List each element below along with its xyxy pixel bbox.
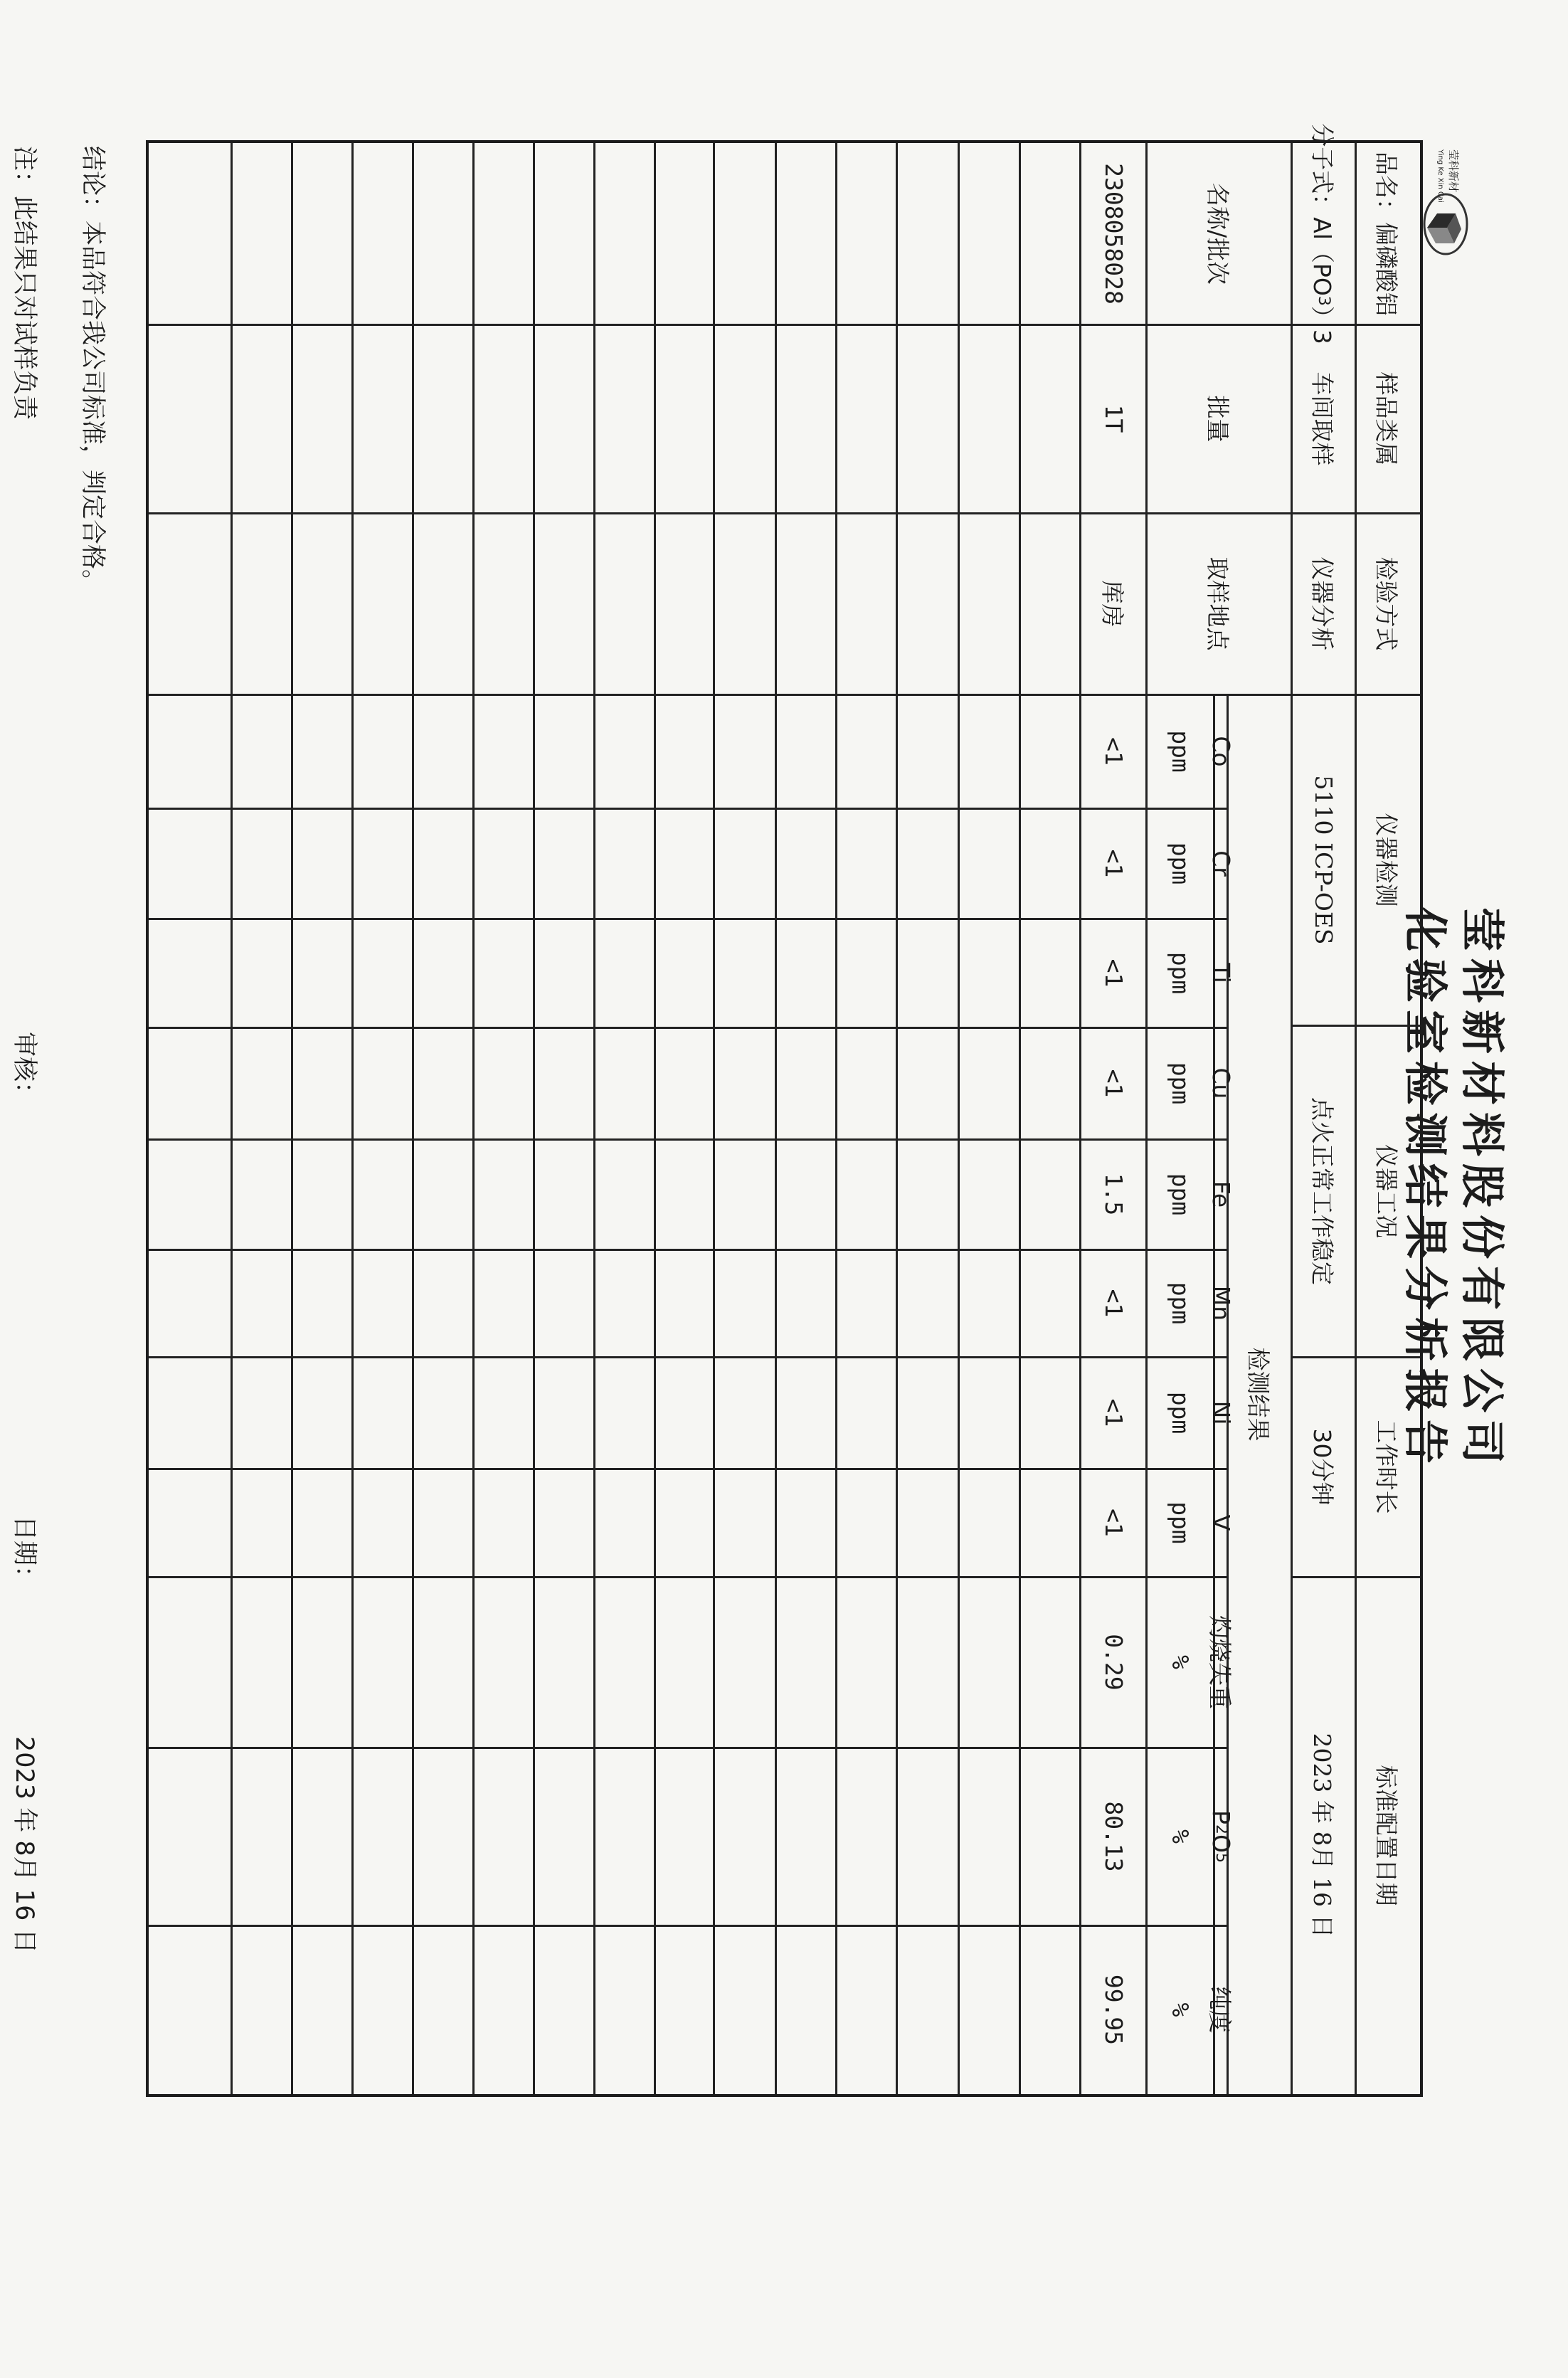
element-unit-3: ppm	[1167, 1062, 1194, 1105]
results-header: 检测结果	[1244, 1347, 1273, 1442]
instrument-condition-label: 仪器工况	[1372, 1144, 1401, 1238]
inspection-method-value: 仪器分析	[1308, 556, 1337, 651]
row-rule	[958, 143, 960, 2094]
row-rule	[1019, 143, 1021, 2094]
element-unit-1: ppm	[1167, 842, 1194, 885]
element-unit-8: %	[1167, 1655, 1194, 1669]
formula-cell	[1292, 123, 1356, 344]
formula-suffix: ）3	[1308, 305, 1337, 344]
element-unit-0: ppm	[1167, 730, 1194, 773]
row-rule	[775, 143, 777, 2094]
report-title: 化验室检测结果分析报告	[1399, 907, 1451, 1471]
result-col-rule	[149, 1249, 1228, 1251]
note-text: 注：此结果只对试样负责	[10, 146, 38, 421]
element-header-7: V	[1207, 1514, 1235, 1531]
working-time-label: 工作时长	[1372, 1420, 1401, 1514]
logo-text-cn: 莹科新材	[1447, 149, 1460, 193]
date-label: 日期：	[10, 1516, 38, 1591]
company-logo	[1419, 149, 1468, 256]
instrument-condition-value: 点火正常工作稳定	[1308, 1097, 1337, 1285]
element-unit-4: ppm	[1167, 1173, 1194, 1216]
result-col-rule	[149, 808, 1228, 810]
sampling-location-cell: 库房	[1098, 580, 1126, 628]
result-col-rule	[149, 1138, 1228, 1141]
result-value-cell: <1	[1100, 1508, 1128, 1537]
result-col-rule	[149, 1356, 1228, 1358]
instrument-test-label: 仪器检测	[1372, 813, 1401, 907]
row-rule	[533, 143, 535, 2094]
review-label: 审核：	[10, 1032, 38, 1107]
row-rule	[472, 143, 475, 2094]
product-value: 偏磷酸铝	[1372, 222, 1401, 316]
formula-label: 分子式：	[1308, 123, 1337, 218]
row-rule	[654, 143, 656, 2094]
sample-type-value: 车间取样	[1308, 371, 1337, 466]
element-header-3: Cu	[1207, 1067, 1235, 1099]
element-name-tail: O	[1207, 1834, 1235, 1853]
formula-subscript: 3	[1315, 295, 1333, 306]
element-sub: 2	[1212, 1824, 1230, 1834]
result-col-rule	[149, 1747, 1228, 1749]
report-date: 2023 年 8月 16 日	[10, 1736, 38, 1954]
element-unit-10: %	[1167, 2002, 1194, 2017]
result-value-cell: <1	[1100, 1289, 1128, 1318]
element-header-4: Fe	[1207, 1180, 1235, 1208]
batch-number-cell: 2308058028	[1100, 163, 1128, 305]
element-header-6: Ni	[1207, 1400, 1235, 1425]
sample-type-label: 样品类属	[1372, 371, 1401, 466]
result-col-rule	[149, 918, 1228, 920]
instrument-model: 5110 ICP-OES	[1310, 775, 1338, 945]
element-header-2: Ti	[1207, 963, 1235, 983]
result-col-rule	[149, 1468, 1228, 1470]
result-col-rule	[149, 1027, 1228, 1029]
result-value-cell: 80.13	[1100, 1801, 1128, 1872]
batch-quantity-cell: 1T	[1100, 404, 1128, 433]
element-header-0: Co	[1207, 736, 1235, 767]
result-value-cell: <1	[1100, 1398, 1128, 1427]
standard-date-label: 标准配置日期	[1372, 1765, 1401, 1906]
element-name: P	[1207, 1810, 1235, 1824]
result-value-cell: 1.5	[1100, 1173, 1128, 1216]
element-header-9	[1207, 1748, 1235, 1925]
row-rule	[713, 143, 715, 2094]
result-value-cell: 99.95	[1100, 1974, 1128, 2046]
report-table	[146, 123, 1423, 2097]
element-header-8: 灼烧失重	[1206, 1615, 1234, 1709]
result-value-cell: <1	[1100, 1069, 1128, 1098]
formula-value: Al（PO	[1308, 217, 1337, 296]
row-rule	[231, 143, 233, 2094]
name-batch-header: 名称/批次	[1204, 182, 1232, 285]
logo-text-en: Ying Ke Xin Cai	[1436, 149, 1444, 203]
row-rule	[291, 143, 293, 2094]
row-rule	[896, 143, 898, 2094]
result-col-rule	[149, 1576, 1228, 1578]
row-rule	[593, 143, 595, 2094]
result-value-cell: <1	[1100, 958, 1128, 988]
working-time-value: 30分钟	[1308, 1428, 1337, 1506]
element-unit-7: ppm	[1167, 1501, 1194, 1544]
inspection-method-label: 检验方式	[1372, 556, 1401, 651]
result-value-cell: <1	[1100, 849, 1128, 878]
result-value-cell: <1	[1100, 737, 1128, 766]
element-unit-6: ppm	[1167, 1391, 1194, 1434]
row-rule	[412, 143, 414, 2094]
standard-date-value: 2023 年 8月 16 日	[1308, 1733, 1337, 1938]
element-unit-2: ppm	[1167, 951, 1194, 995]
product-name-cell	[1356, 143, 1420, 324]
element-unit-5: ppm	[1167, 1282, 1194, 1325]
sampling-location-header: 取样地点	[1204, 556, 1232, 651]
row-rule	[835, 143, 837, 2094]
element-header-1: Cr	[1207, 850, 1235, 877]
company-name: 莹科新材料股份有限公司	[1456, 907, 1508, 1471]
row-rule	[351, 143, 354, 2094]
conclusion-text: 结论：本品符合我公司标准，判定合格。	[78, 146, 107, 595]
product-label: 品名：	[1372, 152, 1401, 222]
element-sub2: 5	[1212, 1852, 1230, 1863]
batch-qty-header: 批量	[1204, 395, 1232, 443]
result-value-cell: 0.29	[1100, 1634, 1128, 1691]
element-unit-9: %	[1167, 1829, 1194, 1844]
element-header-5: Mn	[1207, 1285, 1235, 1321]
element-header-10: 纯度	[1206, 1986, 1234, 2034]
result-col-rule	[149, 1925, 1228, 1927]
